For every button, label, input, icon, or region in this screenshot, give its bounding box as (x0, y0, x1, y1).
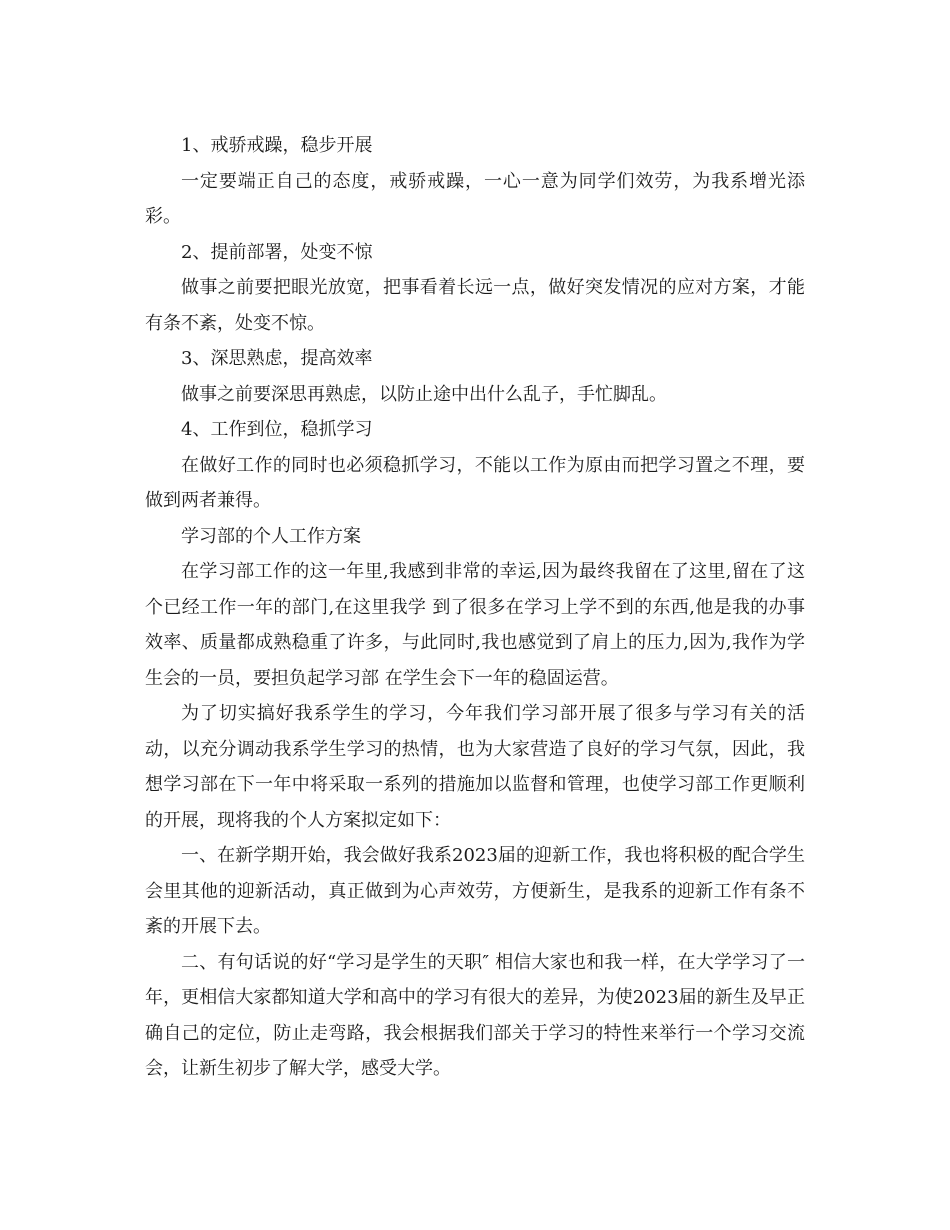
paragraph-3: 做事之前要深思再熟虑，以防止途中出什么乱子，手忙脚乱。 (181, 383, 667, 405)
section-title: 学习部的个人工作方案 (181, 525, 361, 547)
paragraph-7: 一、在新学期开始，我会做好我系2023届的迎新工作，我也将积极的配合学生会里其他的迎新活动，真正做到为心声效劳，方便新生，是我系的迎新工作有条不紊的开展下去。 (145, 845, 805, 937)
heading-4: 4、工作到位，稳抓学习 (181, 419, 373, 440)
heading-2: 2、提前部署，处变不惊 (181, 241, 373, 263)
paragraph-1: 一定要端正自己的态度，戒骄戒躁，一心一意为同学们效劳，为我系增光添彩。 (145, 170, 805, 227)
heading-1: 1、戒骄戒躁，稳步开展 (181, 135, 373, 156)
paragraph-6: 为了切实搞好我系学生的学习，今年我们学习部开展了很多与学习有关的活动，以充分调动我系学生学习的热情，也为大家营造了良好的学习气氛，因此，我想学习部在下一年中将采取一系列的措施加以监督和管理，也使学习部工作更顺利的开展，现将我的个人方案拟定如下： (145, 703, 805, 831)
heading-3: 3、深思熟虑，提高效率 (181, 348, 373, 369)
paragraph-2: 做事之前要把眼光放宽，把事看着长远一点，做好突发情况的应对方案，才能有条不紊，处变不惊。 (145, 277, 805, 334)
document-page (145, 128, 805, 1087)
paragraph-4: 在做好工作的同时也必须稳抓学习，不能以工作为原由而把学习置之不理，要做到两者兼得。 (145, 454, 805, 511)
paragraph-5: 在学习部工作的这一年里,我感到非常的幸运,因为最终我留在了这里,留在了这个已经工作一年的部门,在这里我学 到了很多在学习上学不到的东西,他是我的办事效率、质量都成熟稳重了许多，与此同时,我也感觉到了肩上的压力,因为,我作为学生会的一员，要担负起学习部 在学生会下一年的稳固运营。 (145, 561, 805, 689)
paragraph-8: 二、有句话说的好“学习是学生的天职″ 相信大家也和我一样，在大学学习了一年，更相信大家都知道大学和高中的学习有很大的差异，为使2023届的新生及早正确自己的定位，防止走弯路，我会根据我们部关于学习的特性来举行一个学习交流会，让新生初步了解大学，感受大学。 (145, 951, 805, 1079)
